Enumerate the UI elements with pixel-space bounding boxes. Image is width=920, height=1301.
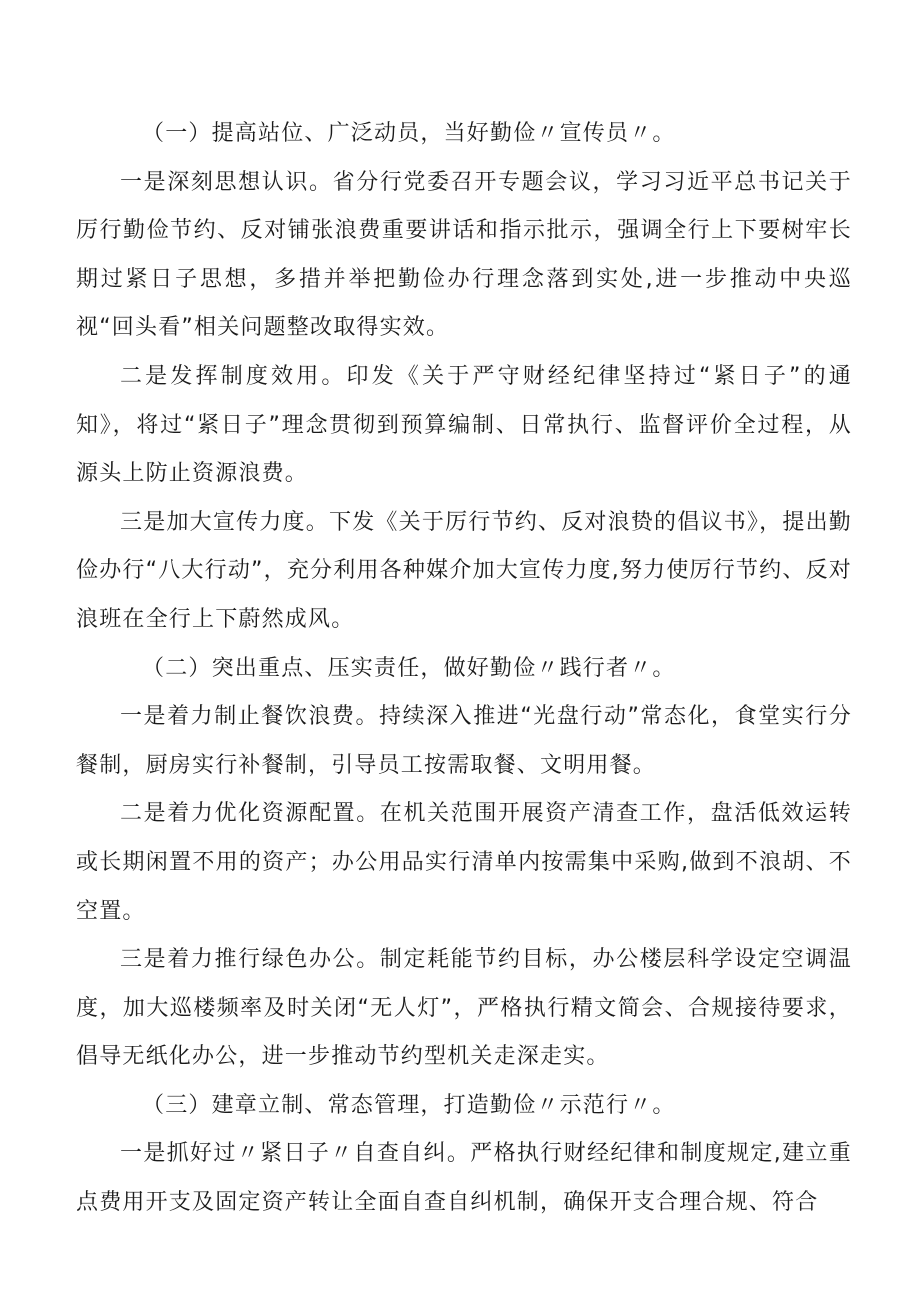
section-2-paragraph-1: 一是着力制止餐饮浪费。持续深入推进“光盘行动”常态化，食堂实行分餐制，厨房实行补餐制，引导员工按需取餐、文明用餐。 — [76, 704, 852, 778]
section-heading-2: （二）突出重点、压实责任，做好勤俭〃践行者〃。 — [142, 655, 676, 681]
section-1-paragraph-3: 三是加大宣传力度。下发《关于厉行节约、反对浪贽的倡议书》，提出勤俭办行“八大行动”，充分利用各种媒介加大宣传力度,努力使厉行节约、反对浪班在全行上下蔚然成风。 — [76, 509, 852, 632]
section-2-paragraph-3: 三是着力推行绿色办公。制定耗能节约目标，办公楼层科学设定空调温度，加大巡楼频率及时关闭“无人灯”，严格执行精文简会、合规接待要求，倡导无纸化办公，进一步推动节约型机关走深走实。 — [76, 947, 852, 1070]
document-body — [76, 110, 852, 1228]
section-3-paragraph-1: 一是抓好过〃紧日子〃自查自纠。严格执行财经纪律和制度规定,建立重点费用开支及固定资产转让全面自查自纠机制，确保开支合理合规、符合 — [76, 1141, 852, 1216]
section-heading-1: （一）提高站位、广泛动员，当好勤俭〃宣传员〃。 — [142, 121, 676, 146]
section-2-paragraph-2: 二是着力优化资源配置。在机关范围开展资产清查工作，盘活低效运转或长期闲置不用的资产；办公用品实行清单内按需集中采购,做到不浪胡、不空置。 — [76, 801, 852, 924]
section-heading-3: （三）建章立制、常态管理，打造勤俭〃示范行〃。 — [142, 1092, 676, 1118]
section-1-paragraph-1: 一是深刻思想认识。省分行党委召开专题会议，学习习近平总书记关于厉行勤俭节约、反对铺张浪费重要讲话和指示批示，强调全行上下要树牢长期过紧日子思想，多措并举把勤俭办行理念落到实处,进一步推动中央巡视“回头看”相关问题整改取得实效。 — [76, 169, 852, 341]
section-1-paragraph-2: 二是发挥制度效用。印发《关于严守财经纪律坚持过“紧日子”的通知》，将过“紧日子”理念贯彻到预算编制、日常执行、监督评价全过程，从源头上防止资源浪费。 — [76, 363, 852, 487]
